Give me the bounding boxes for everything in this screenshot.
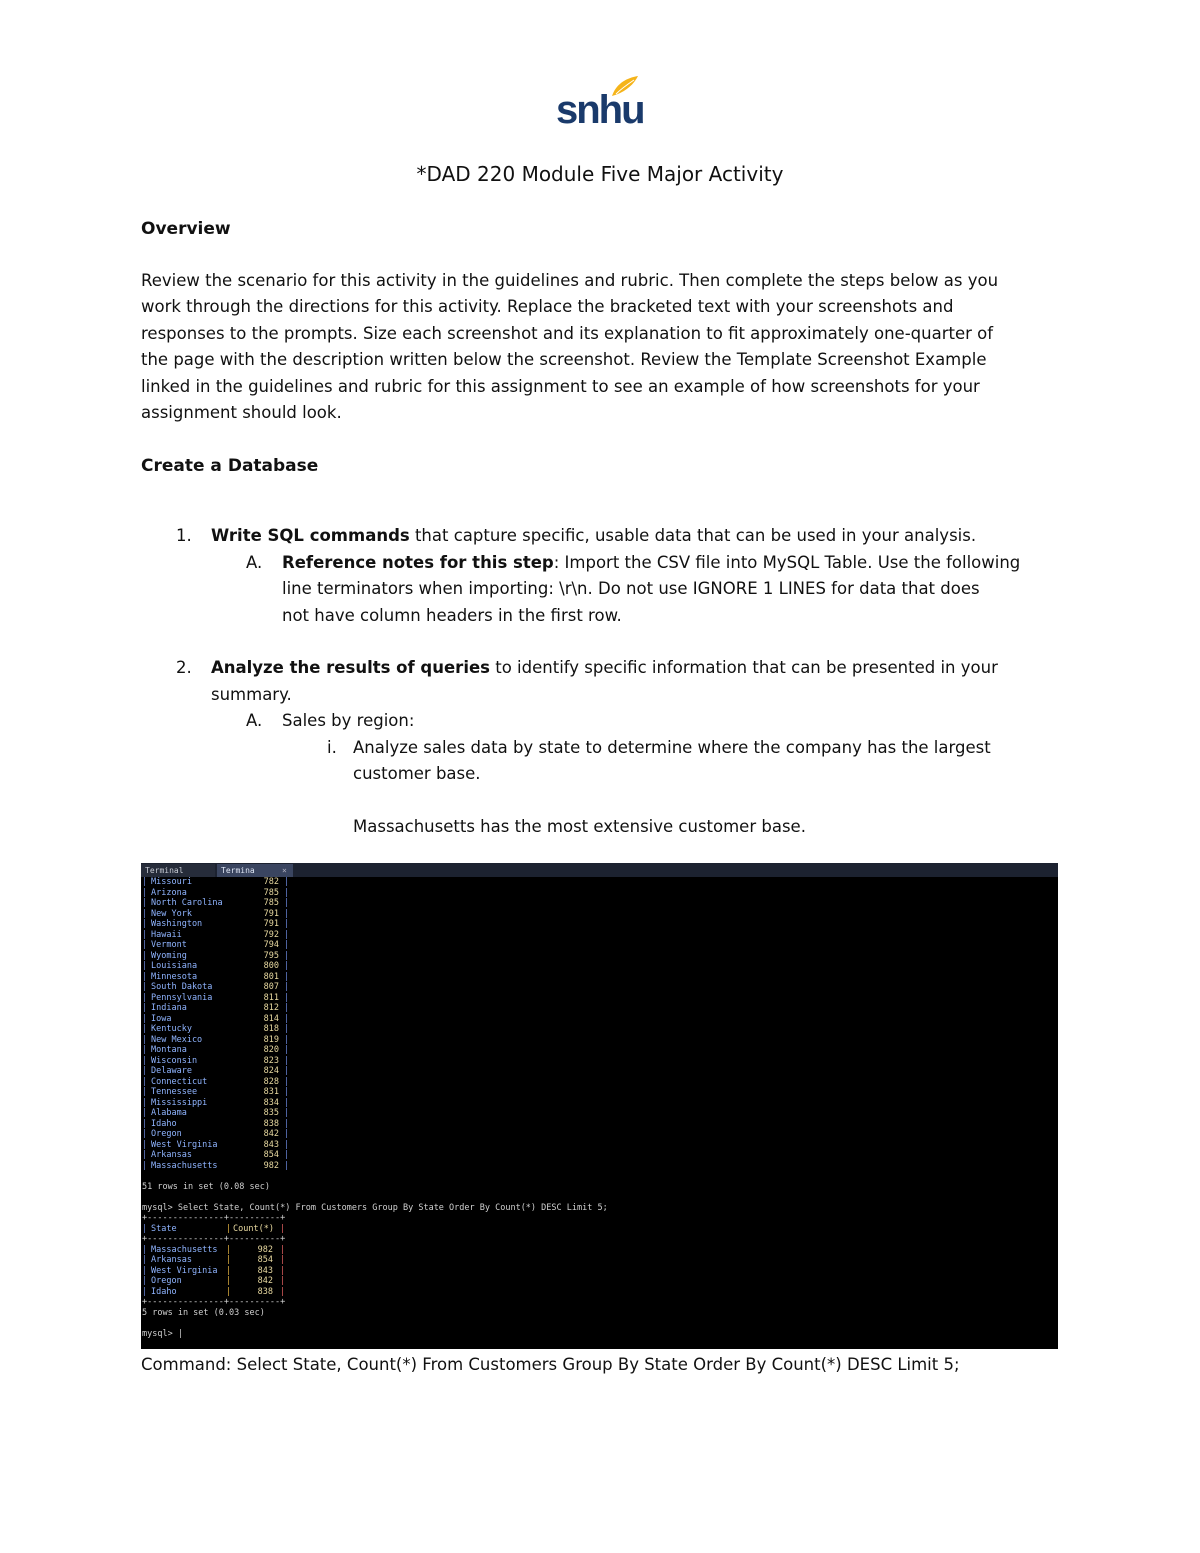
- result-count: 794: [263, 940, 279, 950]
- table-border: |: [142, 1150, 148, 1160]
- top5-count: 854: [257, 1255, 273, 1265]
- command-caption: Command: Select State, Count(*) From Customers Group By State Order By Count(*) DESC Limit 5;: [141, 1355, 960, 1374]
- table-border: |: [280, 1244, 286, 1255]
- result-count: 838: [263, 1118, 279, 1129]
- result-state: Hawaii: [151, 929, 182, 940]
- overview-line: work through the directions for this activity. Replace the bracketed text with your screenshots and: [141, 297, 954, 317]
- table-border: |: [284, 898, 290, 908]
- table-border: |: [284, 1160, 290, 1171]
- prompt-line-text: mysql> |: [142, 1328, 183, 1339]
- table-border: |: [226, 1223, 232, 1234]
- result-count: 791: [263, 919, 279, 929]
- terminal-output: [141, 877, 1058, 1339]
- result-count: 792: [263, 929, 279, 940]
- table-border: |: [284, 940, 290, 950]
- result-count: 843: [263, 1139, 279, 1150]
- table-border: |: [142, 1276, 148, 1286]
- table-border: |: [284, 1108, 290, 1118]
- table-border: |: [284, 1087, 290, 1097]
- result-count: 819: [263, 1034, 279, 1045]
- table-border: |: [142, 961, 148, 971]
- step2a-text: Sales by region:: [282, 711, 415, 730]
- result-row: [141, 1056, 1058, 1067]
- result-state: South Dakota: [151, 982, 213, 992]
- top5-row: [141, 1245, 1058, 1256]
- result-state: Iowa: [151, 1013, 172, 1024]
- result-state: Alabama: [151, 1108, 187, 1118]
- table-border: |: [284, 1076, 290, 1087]
- result-row: [141, 1066, 1058, 1077]
- result-count: 831: [263, 1087, 279, 1097]
- result-state: Wyoming: [151, 950, 187, 961]
- result-state: West Virginia: [151, 1139, 218, 1150]
- result-count: 842: [263, 1129, 279, 1139]
- top5-count: 838: [257, 1286, 273, 1297]
- table-border: |: [142, 919, 148, 929]
- result-state: Montana: [151, 1045, 187, 1055]
- step2-line2: summary.: [211, 685, 292, 704]
- table-border: |: [142, 877, 148, 887]
- table-border: |: [142, 1013, 148, 1024]
- result-state: New York: [151, 908, 192, 919]
- result-count: 801: [263, 971, 279, 982]
- step2-rest: to identify specific information that can be presented in your: [490, 658, 998, 677]
- table-border: |: [142, 950, 148, 961]
- result-row: [141, 1003, 1058, 1014]
- step2a-label: A.: [246, 711, 263, 730]
- table-border: |: [284, 971, 290, 982]
- result-count: 814: [263, 1013, 279, 1024]
- table-border: |: [284, 1055, 290, 1066]
- leaf-icon: [610, 74, 640, 98]
- result-row: [141, 898, 1058, 909]
- blank-line: [141, 1318, 1058, 1329]
- table-border: |: [284, 887, 290, 898]
- result-count: 812: [263, 1003, 279, 1013]
- top5-state: Idaho: [151, 1286, 177, 1297]
- overview-line: linked in the guidelines and rubric for this assignment to see an example of how screenshots for your: [141, 376, 980, 396]
- result-state: Connecticut: [151, 1076, 208, 1087]
- result-row: [141, 993, 1058, 1004]
- table-border: |: [142, 1255, 148, 1265]
- table-border: |: [142, 1244, 148, 1255]
- table-border: |: [280, 1223, 286, 1234]
- result-row: [141, 1150, 1058, 1161]
- result-count: 811: [263, 992, 279, 1003]
- header-count: Count(*): [233, 1223, 274, 1234]
- result-count: 835: [263, 1108, 279, 1118]
- result-row: [141, 1098, 1058, 1109]
- result-row: [141, 909, 1058, 920]
- section-heading: Create a Database: [141, 456, 319, 476]
- table-border: |: [142, 1055, 148, 1066]
- result-count: 823: [263, 1055, 279, 1066]
- close-icon[interactable]: ×: [282, 866, 287, 875]
- result-state: Arizona: [151, 887, 187, 898]
- table-border: |: [142, 887, 148, 898]
- table-border: |: [284, 1034, 290, 1045]
- result-count: 785: [263, 898, 279, 908]
- step1a-line2: line terminators when importing: \r\n. Do not use IGNORE 1 LINES for data that does: [282, 579, 980, 598]
- table-border: |: [142, 1034, 148, 1045]
- result-state: Massachusetts: [151, 1160, 218, 1171]
- result-row: [141, 930, 1058, 941]
- top5-row: [141, 1255, 1058, 1266]
- result-state: Idaho: [151, 1118, 177, 1129]
- border-line-text: +---------------+----------+: [142, 1297, 286, 1307]
- table-border: |: [284, 1066, 290, 1076]
- result-state: Delaware: [151, 1066, 192, 1076]
- table-border: |: [142, 982, 148, 992]
- table-border: |: [142, 1045, 148, 1055]
- table-border: |: [280, 1265, 286, 1276]
- table-border: |: [142, 971, 148, 982]
- step2ai-label: i.: [327, 738, 337, 757]
- top5-state: West Virginia: [151, 1265, 218, 1276]
- top5-row: [141, 1266, 1058, 1277]
- result-state: Pennsylvania: [151, 992, 213, 1003]
- result-count: 791: [263, 908, 279, 919]
- table-border: |: [284, 1129, 290, 1139]
- result-row: [141, 1077, 1058, 1088]
- table-border: |: [142, 1286, 148, 1297]
- overview-line: assignment should look.: [141, 403, 342, 423]
- result-state: Arkansas: [151, 1150, 192, 1160]
- table-border: |: [142, 1097, 148, 1108]
- result-state: New Mexico: [151, 1034, 203, 1045]
- table-border: |: [284, 992, 290, 1003]
- result-row: [141, 1119, 1058, 1130]
- table-border: |: [284, 1139, 290, 1150]
- result-row: [141, 877, 1058, 888]
- header-state: State: [151, 1223, 177, 1234]
- row-count-line-text: 5 rows in set (0.03 sec): [142, 1307, 265, 1318]
- table-border: |: [280, 1276, 286, 1286]
- table-border: |: [284, 1150, 290, 1160]
- result-row: [141, 1129, 1058, 1140]
- table-border: |: [280, 1255, 286, 1265]
- table-border: |: [226, 1265, 232, 1276]
- result-row: [141, 961, 1058, 972]
- top5-state: Arkansas: [151, 1255, 192, 1265]
- tab-terminal-2[interactable]: Termina: [217, 864, 293, 877]
- overview-heading: Overview: [141, 219, 231, 239]
- table-border: |: [142, 1129, 148, 1139]
- result-count: 824: [263, 1066, 279, 1076]
- page-title: *DAD 220 Module Five Major Activity: [416, 162, 784, 186]
- border-line: [141, 1234, 1058, 1245]
- border-line-text: +---------------+----------+: [142, 1213, 286, 1223]
- result-count: 800: [263, 961, 279, 971]
- table-border: |: [284, 1097, 290, 1108]
- result-row: [141, 1087, 1058, 1098]
- table-border: |: [142, 898, 148, 908]
- result-row: [141, 1108, 1058, 1119]
- result-count: 820: [263, 1045, 279, 1055]
- blank-line: [141, 1171, 1058, 1182]
- result-row: [141, 1014, 1058, 1025]
- table-border: |: [142, 1076, 148, 1087]
- top5-state: Oregon: [151, 1276, 182, 1286]
- table-border: |: [142, 992, 148, 1003]
- row-count-line: [141, 1182, 1058, 1193]
- table-border: |: [284, 929, 290, 940]
- table-border: |: [142, 1066, 148, 1076]
- result-count: 785: [263, 887, 279, 898]
- step2ai-line2: customer base.: [353, 764, 481, 783]
- table-border: |: [226, 1286, 232, 1297]
- table-border: |: [284, 961, 290, 971]
- step1-text: [211, 523, 976, 549]
- result-row: [141, 1161, 1058, 1172]
- table-border: |: [284, 919, 290, 929]
- result-row: [141, 951, 1058, 962]
- table-border: |: [142, 1087, 148, 1097]
- step1-rest: that capture specific, usable data that can be used in your analysis.: [409, 526, 977, 545]
- result-count: 834: [263, 1097, 279, 1108]
- result-state: Missouri: [151, 877, 192, 887]
- table-border: |: [226, 1276, 232, 1286]
- table-border: |: [284, 1013, 290, 1024]
- logo-wordmark: snhu: [556, 88, 644, 132]
- table-border: |: [142, 1024, 148, 1034]
- result-state: Mississippi: [151, 1097, 208, 1108]
- query-line-text: mysql> Select State, Count(*) From Customers Group By State Order By Count(*) DESC Limit 5;: [142, 1202, 608, 1213]
- step1a-bold: Reference notes for this step: [282, 553, 554, 572]
- table-border: |: [142, 940, 148, 950]
- border-line: [141, 1297, 1058, 1308]
- table-border: |: [142, 1265, 148, 1276]
- result-state: Washington: [151, 919, 203, 929]
- step1a-label: A.: [246, 553, 263, 572]
- step2ai-line1: Analyze sales data by state to determine where the company has the largest: [353, 738, 991, 757]
- step1-number: 1.: [176, 526, 192, 545]
- table-border: |: [142, 1108, 148, 1118]
- overview-line: Review the scenario for this activity in the guidelines and rubric. Then complete the steps below as you: [141, 271, 999, 290]
- result-count: 807: [263, 982, 279, 992]
- top5-count: 982: [257, 1244, 273, 1255]
- border-line: [141, 1213, 1058, 1224]
- result-row: [141, 888, 1058, 899]
- table-border: |: [226, 1255, 232, 1265]
- result-state: Indiana: [151, 1003, 187, 1013]
- terminal-tab-bar: [141, 863, 1058, 877]
- prompt-line: [141, 1329, 1058, 1340]
- top5-count: 843: [257, 1265, 273, 1276]
- table-border: |: [284, 982, 290, 992]
- table-border: |: [142, 1160, 148, 1171]
- step1a-rest: : Import the CSV file into MySQL Table. Use the following: [553, 553, 1021, 572]
- border-line-text: +---------------+----------+: [142, 1234, 286, 1244]
- top5-row: [141, 1287, 1058, 1298]
- table-border: |: [284, 877, 290, 887]
- result-row: [141, 1035, 1058, 1046]
- result-row: [141, 982, 1058, 993]
- result-count: 818: [263, 1024, 279, 1034]
- overview-line: responses to the prompts. Size each screenshot and its explanation to fit approximately one-quarter of: [141, 323, 994, 343]
- table-border: |: [284, 1045, 290, 1055]
- table-border: |: [142, 1139, 148, 1150]
- result-row: [141, 1140, 1058, 1151]
- result-row: [141, 972, 1058, 983]
- top5-row: [141, 1276, 1058, 1287]
- result-state: Minnesota: [151, 971, 198, 982]
- answer-text: Massachusetts has the most extensive customer base.: [353, 817, 806, 836]
- step2-bold: Analyze the results of queries: [211, 658, 490, 677]
- overview-paragraph: [141, 268, 1061, 426]
- result-row: [141, 1024, 1058, 1035]
- table-border: |: [142, 1223, 148, 1234]
- snhu-logo: [556, 74, 644, 134]
- table-border: |: [280, 1286, 286, 1297]
- result-count: 982: [263, 1160, 279, 1171]
- result-row: [141, 919, 1058, 930]
- result-state: Tennessee: [151, 1087, 198, 1097]
- step1a-line3: not have column headers in the first row.: [282, 606, 622, 625]
- table-border: |: [142, 908, 148, 919]
- result-state: Oregon: [151, 1129, 182, 1139]
- terminal-screenshot: [141, 863, 1058, 1349]
- row-count-line: [141, 1308, 1058, 1319]
- query-line: [141, 1203, 1058, 1214]
- step1-bold: Write SQL commands: [211, 526, 410, 545]
- top5-state: Massachusetts: [151, 1244, 218, 1255]
- table-border: |: [284, 950, 290, 961]
- step2-number: 2.: [176, 658, 192, 677]
- table-border: |: [142, 1118, 148, 1129]
- step1a-line1: [282, 550, 1020, 576]
- result-state: Wisconsin: [151, 1055, 198, 1066]
- result-count: 782: [263, 877, 279, 887]
- result-count: 854: [263, 1150, 279, 1160]
- result-row: [141, 1045, 1058, 1056]
- step2-text: [211, 655, 998, 681]
- table-border: |: [226, 1244, 232, 1255]
- top5-count: 842: [257, 1276, 273, 1286]
- result-state: Vermont: [151, 940, 187, 950]
- header-row: [141, 1224, 1058, 1235]
- result-row: [141, 940, 1058, 951]
- result-state: North Carolina: [151, 898, 223, 908]
- table-border: |: [142, 929, 148, 940]
- result-state: Louisiana: [151, 961, 198, 971]
- row-count-line-text: 51 rows in set (0.08 sec): [142, 1181, 270, 1192]
- tab-terminal-1[interactable]: Terminal: [141, 864, 215, 877]
- table-border: |: [284, 1003, 290, 1013]
- blank-line: [141, 1192, 1058, 1203]
- table-border: |: [142, 1003, 148, 1013]
- result-state: Kentucky: [151, 1024, 192, 1034]
- table-border: |: [284, 908, 290, 919]
- table-border: |: [284, 1024, 290, 1034]
- result-count: 828: [263, 1076, 279, 1087]
- result-count: 795: [263, 950, 279, 961]
- table-border: |: [284, 1118, 290, 1129]
- overview-line: the page with the description written below the screenshot. Review the Template Screenshot Example: [141, 350, 987, 370]
